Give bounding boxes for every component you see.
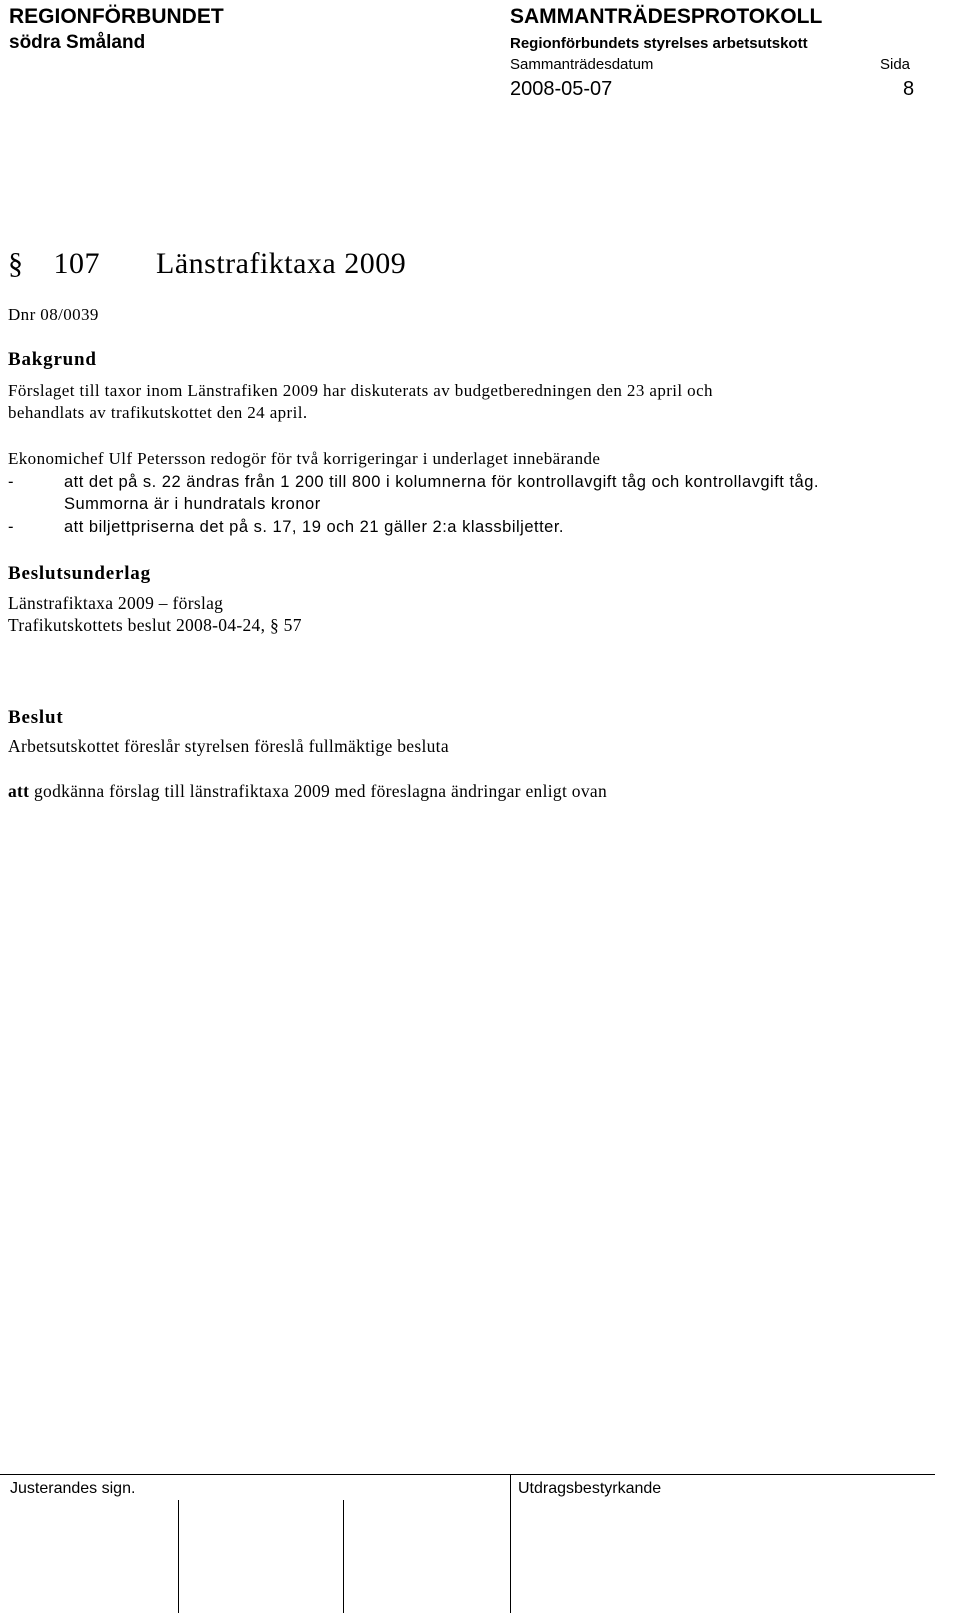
org-name-line2: södra Småland bbox=[9, 32, 146, 53]
date-label: Sammanträdesdatum bbox=[510, 56, 654, 73]
page-number: 8 bbox=[903, 78, 915, 100]
beslut-intro: Arbetsutskottet föreslår styrelsen föreslå fullmäktige besluta bbox=[8, 736, 449, 756]
beslut-heading: Beslut bbox=[8, 707, 64, 728]
bullet-2-line1: att biljettpriserna det på s. 17, 19 och 21 gäller 2:a klassbiljetter. bbox=[64, 518, 565, 536]
att-text: godkänna förslag till länstrafiktaxa 2009 med föreslagna ändringar enligt ovan bbox=[34, 781, 608, 801]
org-name-line1: REGIONFÖRBUNDET bbox=[9, 5, 224, 28]
footer-top-rule bbox=[0, 1474, 935, 1475]
bullet-dash-2: - bbox=[8, 518, 14, 536]
underlag-item-1: Länstrafiktaxa 2009 – förslag bbox=[8, 593, 224, 613]
bullet-dash-1: - bbox=[8, 473, 14, 491]
underlag-item-2: Trafikutskottets beslut 2008-04-24, § 57 bbox=[8, 615, 302, 635]
footer-divider-main bbox=[510, 1474, 511, 1613]
meeting-date: 2008-05-07 bbox=[510, 78, 613, 100]
beslut-att-line bbox=[8, 780, 607, 802]
footer-sign-box-divider-1 bbox=[178, 1500, 179, 1613]
footer-utdrag-label: Utdragsbestyrkande bbox=[518, 1480, 662, 1497]
section-heading: Länstrafiktaxa 2009 bbox=[156, 247, 407, 280]
bakgrund-para1-line1: Förslaget till taxor inom Länstrafiken 2009 har diskuterats av budgetberedningen den 23 april och bbox=[8, 381, 713, 400]
bullet-1-line1: att det på s. 22 ändras från 1 200 till 800 i kolumnerna för kontrollavgift tåg och kontrollavgift tåg. bbox=[64, 473, 819, 491]
bakgrund-heading: Bakgrund bbox=[8, 349, 97, 370]
beslutsunderlag-heading: Beslutsunderlag bbox=[8, 563, 151, 584]
section-symbol: § bbox=[8, 247, 24, 280]
bakgrund-para2-intro: Ekonomichef Ulf Petersson redogör för två korrigeringar i underlaget innebärande bbox=[8, 449, 601, 468]
footer-justerandes-label: Justerandes sign. bbox=[10, 1480, 136, 1497]
page-label: Sida bbox=[880, 56, 911, 73]
section-title bbox=[8, 247, 406, 281]
att-word: att bbox=[8, 781, 30, 801]
bakgrund-para1-line2: behandlats av trafikutskottet den 24 april. bbox=[8, 403, 308, 422]
footer-sign-box-divider-2 bbox=[343, 1500, 344, 1613]
section-number: 107 bbox=[53, 247, 100, 280]
bullet-1-line2: Summorna är i hundratals kronor bbox=[64, 495, 321, 513]
committee-name: Regionförbundets styrelses arbetsutskott bbox=[510, 35, 808, 52]
doc-type: SAMMANTRÄDESPROTOKOLL bbox=[510, 5, 823, 28]
dnr: Dnr 08/0039 bbox=[8, 305, 99, 324]
